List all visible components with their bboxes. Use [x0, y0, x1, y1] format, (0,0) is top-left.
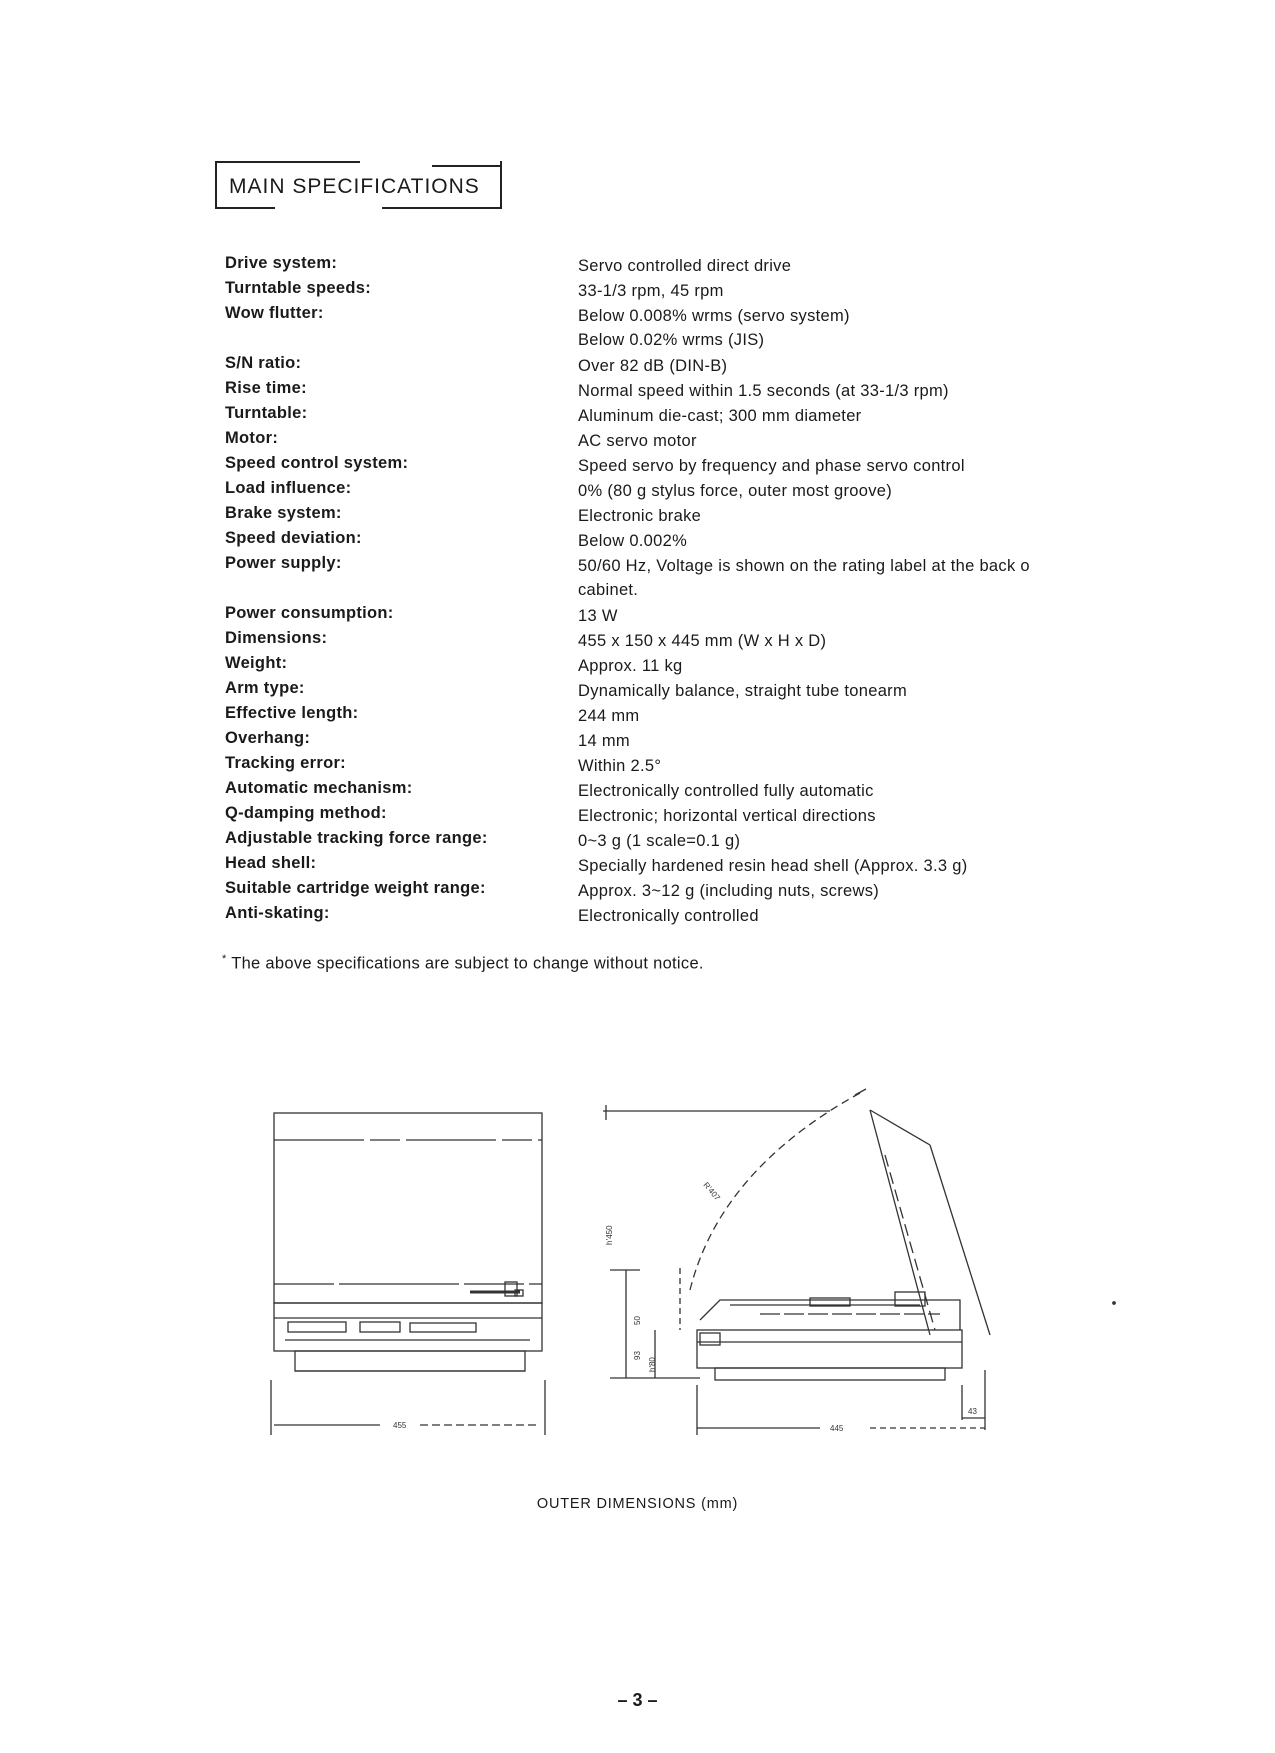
spec-label: Turntable speeds:: [225, 279, 371, 297]
spec-value-line: AC servo motor: [578, 432, 697, 450]
spec-value-line: Below 0.002%: [578, 532, 688, 550]
spec-label: Rise time:: [225, 379, 307, 397]
rear-offset-dimension: 43: [968, 1407, 977, 1416]
spec-label: Suitable cartridge weight range:: [225, 879, 486, 897]
spec-label: Overhang:: [225, 729, 311, 747]
spec-value-line: Normal speed within 1.5 seconds (at 33-1/3 rpm): [578, 382, 949, 400]
spec-label: Wow flutter:: [225, 304, 324, 322]
spec-value-line: Speed servo by frequency and phase servo control: [578, 457, 965, 475]
spec-value-line: 33-1/3 rpm, 45 rpm: [578, 282, 724, 300]
spec-label: Adjustable tracking force range:: [225, 829, 488, 847]
spec-value-line: cabinet.: [578, 581, 639, 599]
spec-value-line: Electronically controlled: [578, 907, 759, 925]
spec-label: Power supply:: [225, 554, 342, 572]
spec-label: Power consumption:: [225, 604, 394, 622]
spec-value-line: Servo controlled direct drive: [578, 257, 792, 275]
spec-label: Arm type:: [225, 679, 305, 697]
height-80-dimension: h'80: [648, 1357, 657, 1372]
page-title: MAIN SPECIFICATIONS: [229, 175, 480, 198]
spec-label: S/N ratio:: [225, 354, 302, 372]
spec-value-line: Below 0.02% wrms (JIS): [578, 331, 765, 349]
spec-value-line: Over 82 dB (DIN-B): [578, 357, 728, 375]
spec-value-line: Within 2.5°: [578, 757, 662, 775]
spec-label: Q-damping method:: [225, 804, 387, 822]
spec-label: Speed deviation:: [225, 529, 362, 547]
spec-label: Brake system:: [225, 504, 342, 522]
spec-value-line: 14 mm: [578, 732, 630, 750]
spec-value-line: Specially hardened resin head shell (Approx. 3.3 g): [578, 857, 968, 875]
spec-value-line: 244 mm: [578, 707, 640, 725]
front-view-drawing: [271, 1113, 545, 1435]
spec-label: Weight:: [225, 654, 288, 672]
spec-label: Turntable:: [225, 404, 308, 422]
spec-value-line: Below 0.008% wrms (servo system): [578, 307, 850, 325]
note-text: The above specifications are subject to change without notice.: [231, 954, 704, 973]
height-93-dimension: 93: [633, 1351, 642, 1360]
lid-arc-radius-label: R’407: [701, 1180, 722, 1203]
spec-label: Anti-skating:: [225, 904, 330, 922]
drawing-caption: OUTER DIMENSIONS (mm): [536, 1496, 739, 1512]
spec-value-line: 0~3 g (1 scale=0.1 g): [578, 832, 741, 850]
front-width-dimension: 455: [393, 1421, 407, 1430]
spec-value-line: Electronically controlled fully automatic: [578, 782, 874, 800]
spec-label: Head shell:: [225, 854, 317, 872]
spec-value-line: 13 W: [578, 607, 618, 625]
spec-label: Dimensions:: [225, 629, 328, 647]
spec-value-line: Approx. 11 kg: [578, 657, 683, 675]
spec-label: Load influence:: [225, 479, 352, 497]
spec-value-line: Electronic brake: [578, 507, 702, 525]
spec-label: Tracking error:: [225, 754, 346, 772]
spec-value-line: 50/60 Hz, Voltage is shown on the rating label at the back o: [578, 557, 1030, 575]
height-50-dimension: 50: [633, 1316, 642, 1325]
spec-value-line: Approx. 3~12 g (including nuts, screws): [578, 882, 880, 900]
side-view-drawing: [603, 1089, 1115, 1435]
spec-value-line: 0% (80 g stylus force, outer most groove): [578, 482, 893, 500]
side-depth-dimension: 445: [830, 1424, 844, 1433]
spec-label: Drive system:: [225, 254, 338, 272]
spec-label: Motor:: [225, 429, 279, 447]
spec-value-line: Electronic; horizontal vertical directions: [578, 807, 876, 825]
spec-value-line: 455 x 150 x 445 mm (W x H x D): [578, 632, 827, 650]
spec-value-line: Aluminum die-cast; 300 mm diameter: [578, 407, 862, 425]
lid-open-height-dimension: h’450: [605, 1225, 614, 1245]
note-asterisk: *: [222, 953, 227, 965]
spec-label: Speed control system:: [225, 454, 409, 472]
page-number: – 3 –: [617, 1690, 658, 1710]
spec-value-line: Dynamically balance, straight tube tonearm: [578, 682, 908, 700]
spec-label: Automatic mechanism:: [225, 779, 413, 797]
spec-label: Effective length:: [225, 704, 359, 722]
